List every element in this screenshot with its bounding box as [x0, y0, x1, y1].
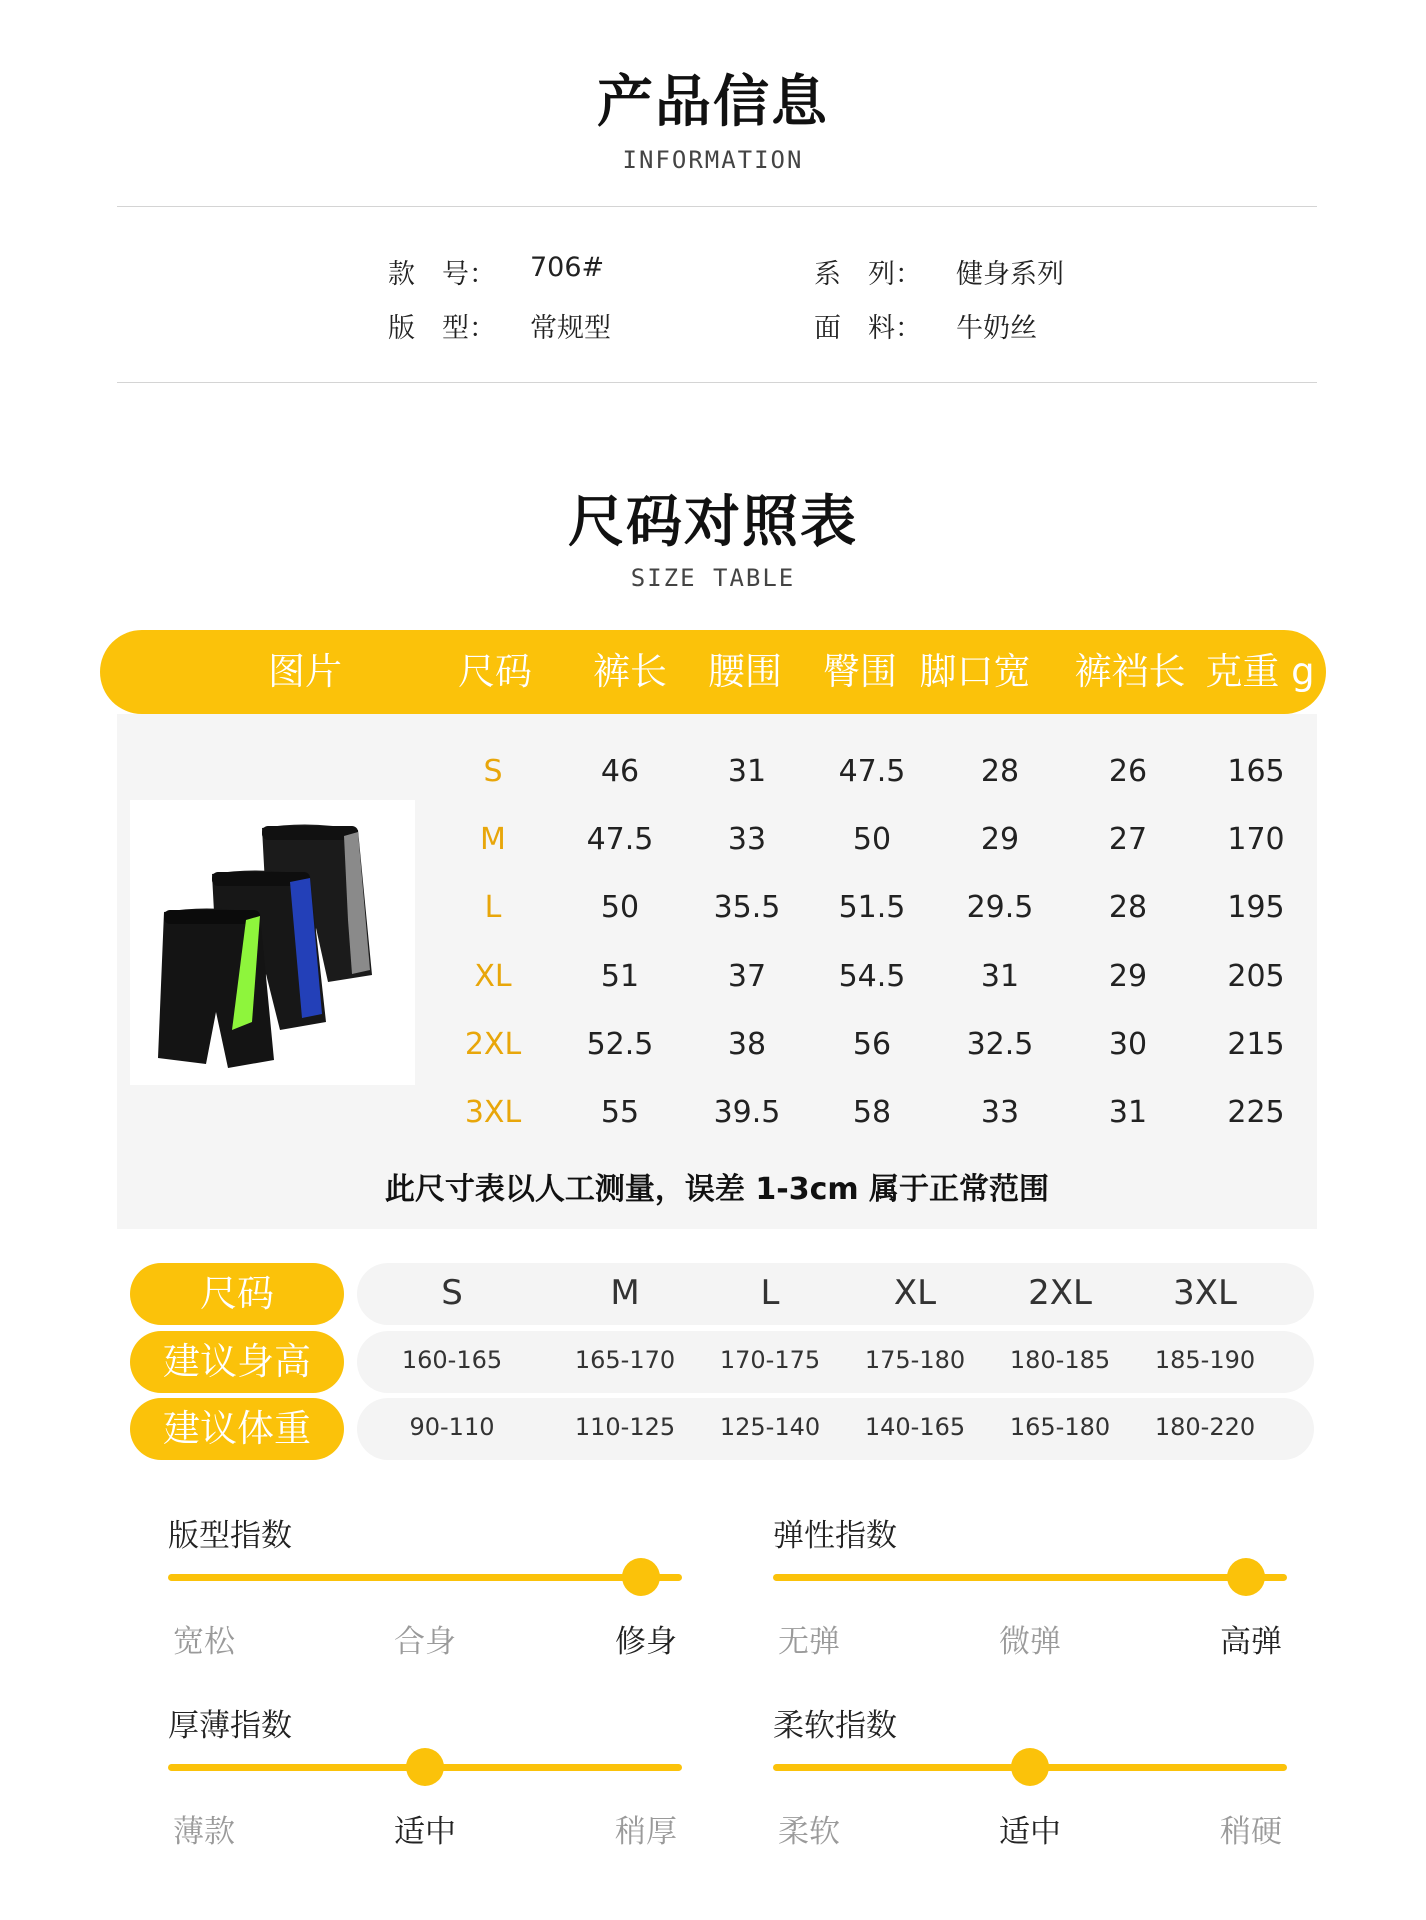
rec-weight-3: 140-165 — [864, 1413, 966, 1441]
fabric-label: 面 料： — [814, 313, 922, 344]
rec-size-3: XL — [893, 1273, 937, 1313]
rec-height-1: 165-170 — [574, 1346, 676, 1374]
size-row-5-size: 3XL — [464, 1095, 522, 1130]
size-row-2-weight: 195 — [1227, 890, 1285, 925]
rec-weight-5: 180-220 — [1154, 1413, 1256, 1441]
size-table-note: 此尺寸表以人工测量，误差 1-3cm 属于正常范围 — [384, 1172, 1050, 1207]
index-knob-0 — [622, 1558, 660, 1596]
index-knob-2 — [406, 1748, 444, 1786]
rec-weight-1: 110-125 — [574, 1413, 676, 1441]
size-table-subtitle: SIZE TABLE — [630, 564, 796, 592]
index-track-1 — [773, 1574, 1287, 1581]
product-image — [130, 800, 415, 1085]
divider — [117, 206, 1317, 207]
rec-height-5: 185-190 — [1154, 1346, 1256, 1374]
size-row-5-waist: 39.5 — [713, 1095, 781, 1130]
rec-size-1: M — [610, 1273, 640, 1313]
info-title: 产品信息 — [597, 70, 829, 135]
index-2-level-2: 稍厚 — [615, 1814, 677, 1850]
info-subtitle: INFORMATION — [622, 146, 804, 174]
size-row-3-weight: 205 — [1227, 959, 1285, 994]
style-label: 款 号： — [388, 259, 496, 290]
rec-weight-label: 建议体重 — [130, 1398, 344, 1460]
index-1-level-2: 高弹 — [1220, 1624, 1282, 1660]
header-leg-opening: 脚口宽 — [919, 650, 1031, 693]
fit-label: 版 型： — [388, 313, 496, 344]
size-row-2-rise: 28 — [1108, 890, 1148, 925]
size-row-5-weight: 225 — [1227, 1095, 1285, 1130]
rec-weight-4: 165-180 — [1009, 1413, 1111, 1441]
size-row-0-hip: 47.5 — [838, 754, 906, 789]
index-1-level-0: 无弹 — [778, 1624, 840, 1660]
index-knob-1 — [1227, 1558, 1265, 1596]
size-row-5-leg-opening: 33 — [980, 1095, 1020, 1130]
fabric-value: 牛奶丝 — [956, 313, 1037, 344]
index-title-2: 厚薄指数 — [168, 1708, 292, 1744]
size-row-4-size: 2XL — [464, 1027, 522, 1062]
index-0-level-1: 合身 — [394, 1624, 456, 1660]
index-0-level-2: 修身 — [615, 1624, 677, 1660]
rec-weight-2: 125-140 — [719, 1413, 821, 1441]
size-row-1-hip: 50 — [852, 822, 892, 857]
rec-height-label: 建议身高 — [130, 1331, 344, 1393]
size-row-1-leg-opening: 29 — [980, 822, 1020, 857]
size-row-3-hip: 54.5 — [838, 959, 906, 994]
header-hip: 臀围 — [823, 650, 897, 693]
index-0-level-0: 宽松 — [173, 1624, 235, 1660]
size-row-3-rise: 29 — [1108, 959, 1148, 994]
size-row-4-hip: 56 — [852, 1027, 892, 1062]
rec-size-label: 尺码 — [130, 1263, 344, 1325]
size-row-0-rise: 26 — [1108, 754, 1148, 789]
index-2-level-1: 适中 — [394, 1814, 456, 1850]
index-knob-3 — [1011, 1748, 1049, 1786]
size-row-0-waist: 31 — [727, 754, 767, 789]
size-row-2-leg-opening: 29.5 — [966, 890, 1034, 925]
style-value: 706# — [530, 252, 605, 283]
header-size: 尺码 — [458, 650, 532, 693]
rec-height-3: 175-180 — [864, 1346, 966, 1374]
header-rise: 裤裆长 — [1074, 650, 1186, 693]
index-3-level-1: 适中 — [999, 1814, 1061, 1850]
index-title-1: 弹性指数 — [773, 1518, 897, 1554]
header-waist: 腰围 — [708, 650, 782, 693]
size-row-1-waist: 33 — [727, 822, 767, 857]
index-1-level-1: 微弹 — [999, 1624, 1061, 1660]
size-row-1-length: 47.5 — [586, 822, 654, 857]
size-row-1-weight: 170 — [1227, 822, 1285, 857]
rec-height-0: 160-165 — [401, 1346, 503, 1374]
size-row-3-leg-opening: 31 — [980, 959, 1020, 994]
index-title-0: 版型指数 — [168, 1518, 292, 1554]
size-row-2-waist: 35.5 — [713, 890, 781, 925]
series-label: 系 列： — [814, 259, 922, 290]
rec-height-4: 180-185 — [1009, 1346, 1111, 1374]
index-2-level-0: 薄款 — [173, 1814, 235, 1850]
size-row-3-length: 51 — [600, 959, 640, 994]
size-row-2-hip: 51.5 — [838, 890, 906, 925]
index-3-level-0: 柔软 — [778, 1814, 840, 1850]
size-row-0-weight: 165 — [1227, 754, 1285, 789]
rec-height-2: 170-175 — [719, 1346, 821, 1374]
size-row-4-length: 52.5 — [586, 1027, 654, 1062]
shorts-illustration — [130, 800, 415, 1085]
size-row-4-rise: 30 — [1108, 1027, 1148, 1062]
series-value: 健身系列 — [956, 259, 1064, 290]
shorts-green — [158, 908, 274, 1068]
divider — [117, 382, 1317, 383]
size-row-4-waist: 38 — [727, 1027, 767, 1062]
rec-size-5: 3XL — [1173, 1273, 1237, 1313]
size-row-5-rise: 31 — [1108, 1095, 1148, 1130]
size-row-5-hip: 58 — [852, 1095, 892, 1130]
header-image: 图片 — [268, 650, 342, 693]
size-row-0-size: S — [483, 754, 503, 789]
fit-value: 常规型 — [530, 313, 611, 344]
size-row-5-length: 55 — [600, 1095, 640, 1130]
rec-size-4: 2XL — [1028, 1273, 1092, 1313]
size-row-2-length: 50 — [600, 890, 640, 925]
size-row-3-waist: 37 — [727, 959, 767, 994]
rec-weight-0: 90-110 — [409, 1413, 495, 1441]
rec-size-0: S — [441, 1273, 463, 1313]
index-track-0 — [168, 1574, 682, 1581]
rec-size-2: L — [760, 1273, 780, 1313]
header-length: 裤长 — [593, 650, 667, 693]
info-row-1 — [0, 252, 1426, 292]
size-row-4-weight: 215 — [1227, 1027, 1285, 1062]
size-row-2-size: L — [484, 890, 502, 925]
header-weight: 克重 g — [1205, 650, 1315, 693]
size-row-1-rise: 27 — [1108, 822, 1148, 857]
size-row-0-length: 46 — [600, 754, 640, 789]
size-row-4-leg-opening: 32.5 — [966, 1027, 1034, 1062]
size-row-3-size: XL — [474, 959, 512, 994]
index-3-level-2: 稍硬 — [1220, 1814, 1282, 1850]
size-row-1-size: M — [480, 822, 506, 857]
info-row-2 — [0, 306, 1426, 346]
index-title-3: 柔软指数 — [773, 1708, 897, 1744]
size-row-0-leg-opening: 28 — [980, 754, 1020, 789]
size-table-title: 尺码对照表 — [568, 490, 858, 555]
